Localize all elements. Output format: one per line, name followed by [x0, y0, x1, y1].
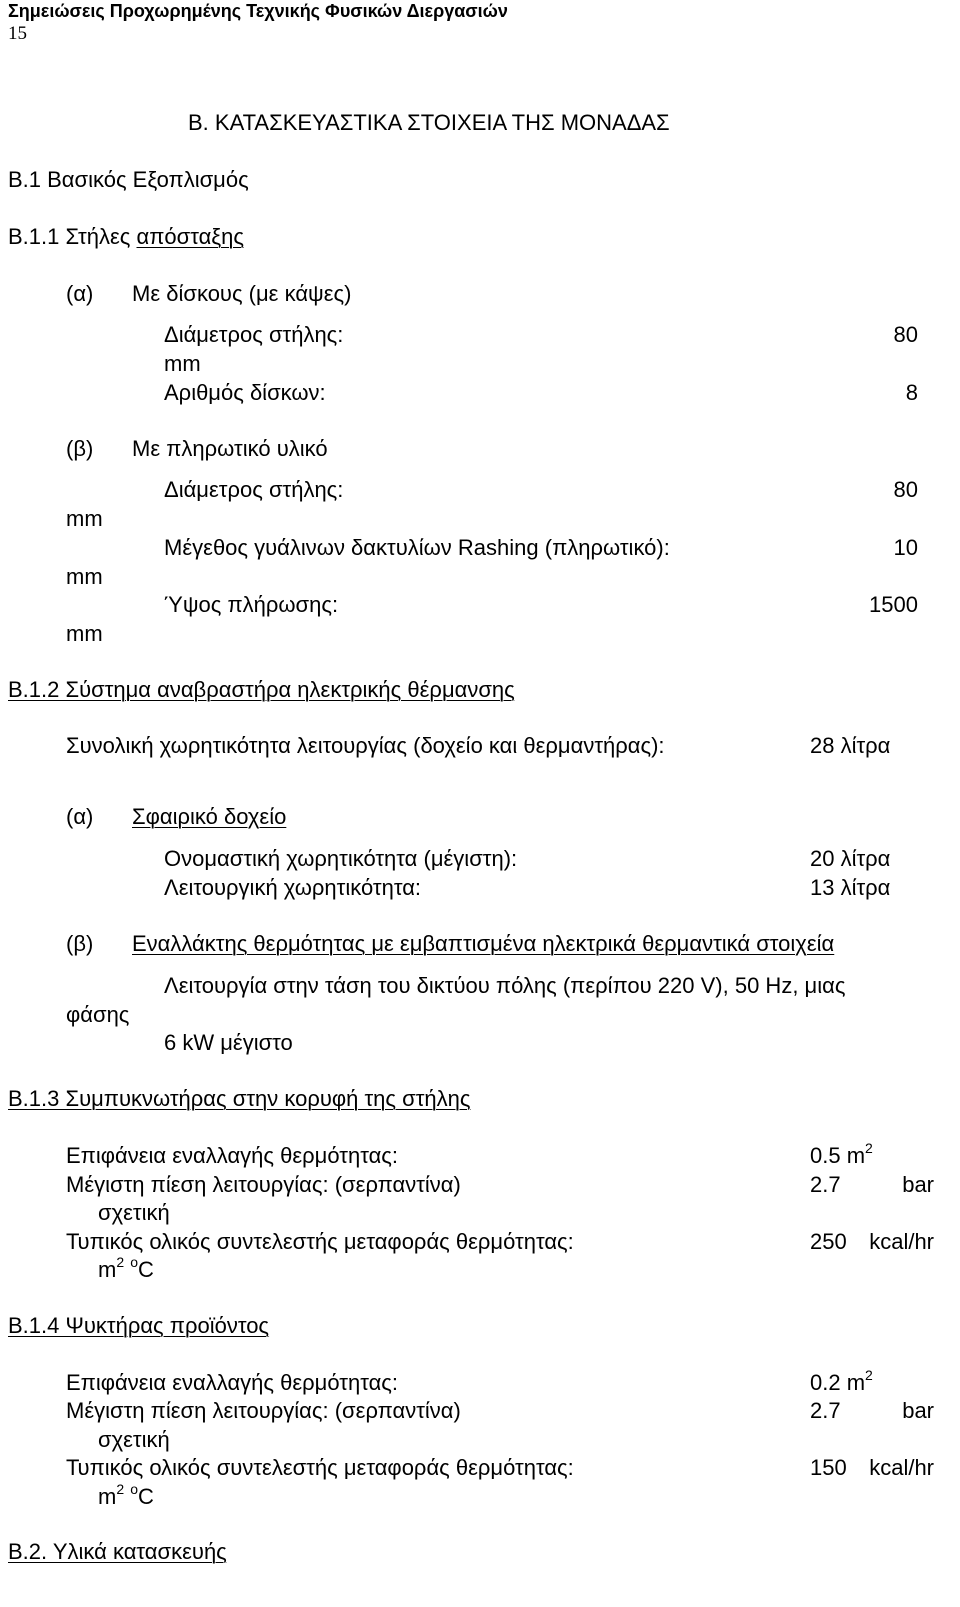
- condenser-pressure-label: Μέγιστη πίεση λειτουργίας: (σερπαντίνα): [66, 1172, 461, 1197]
- cooler-coef-value: 150: [810, 1455, 847, 1480]
- b-height-unit: mm: [66, 621, 103, 646]
- b-rings-label: Μέγεθος γυάλινων δακτυλίων Rashing (πληρωτικό):: [164, 535, 670, 560]
- reboiler-total-value: 28 λίτρα: [810, 733, 891, 758]
- cooler-coef-m: m: [98, 1484, 117, 1509]
- b-diameter-unit: mm: [66, 506, 103, 531]
- reboiler-title-b: Εναλλάκτης θερμότητας με εμβαπτισμένα ηλεκτρικά θερμαντικά στοιχεία: [132, 931, 835, 956]
- subsection-b11: [8, 226, 244, 248]
- condenser-coef-exp2: o: [130, 1254, 139, 1270]
- b-height-value: 1500: [869, 592, 918, 617]
- nominal-capacity-label: Ονομαστική χωρητικότητα (μέγιστη):: [164, 846, 518, 871]
- b-height-label: Ύψος πλήρωσης:: [164, 592, 339, 617]
- condenser-pressure-cont: σχετική: [98, 1200, 170, 1225]
- condenser-area-num: 0.5 m: [810, 1143, 866, 1168]
- subsection-b2: Β.2. Υλικά κατασκευής: [8, 1539, 227, 1564]
- cooler-pressure-unit: bar: [902, 1398, 934, 1423]
- reboiler-label-b: (β): [66, 931, 94, 956]
- running-header: Σημειώσεις Προχωρημένης Τεχνικής Φυσικών Διεργασιών: [8, 1, 508, 21]
- operating-capacity-value: 13 λίτρα: [810, 875, 891, 900]
- a-trays-label: Αριθμός δίσκων:: [164, 380, 326, 405]
- item-title-a: Με δίσκους (με κάψες): [132, 281, 352, 306]
- cooler-area-value: [810, 1367, 873, 1395]
- reboiler-label-a: (α): [66, 804, 94, 829]
- cooler-pressure-value: 2.7: [810, 1398, 841, 1423]
- condenser-area-label: Επιφάνεια εναλλαγής θερμότητας:: [66, 1143, 399, 1168]
- reboiler-total-label: Συνολική χωρητικότητα λειτουργίας (δοχείο και θερμαντήρας):: [66, 733, 665, 758]
- b-diameter-label: Διάμετρος στήλης:: [164, 477, 344, 502]
- cooler-area-exp: 2: [865, 1367, 873, 1383]
- condenser-coef-cont: [98, 1254, 154, 1282]
- condenser-coef-m: m: [98, 1257, 117, 1282]
- a-trays-value: 8: [905, 380, 918, 405]
- voltage-line: Λειτουργία στην τάση του δικτύου πόλης (περίπου 220 V), 50 Hz, μιας: [164, 973, 846, 998]
- operating-capacity-label: Λειτουργική χωρητικότητα:: [164, 875, 422, 900]
- cooler-area-label: Επιφάνεια εναλλαγής θερμότητας:: [66, 1370, 399, 1395]
- cooler-coef-cont: [98, 1481, 154, 1509]
- voltage-cont: φάσης: [66, 1002, 130, 1027]
- item-label-b: (β): [66, 436, 94, 461]
- cooler-coef-exp2: o: [130, 1481, 139, 1497]
- item-label-a: (α): [66, 281, 94, 306]
- subsection-b1: Β.1 Βασικός Εξοπλισμός: [8, 167, 249, 192]
- subsection-b12: Β.1.2 Σύστημα αναβραστήρα ηλεκτρικής θέρμανσης: [8, 677, 515, 702]
- cooler-pressure-cont: σχετική: [98, 1427, 170, 1452]
- page-number: 15: [8, 23, 27, 44]
- reboiler-title-a: Σφαιρικό δοχείο: [132, 804, 287, 829]
- heater-power: 6 kW μέγιστο: [164, 1030, 293, 1055]
- subsection-b14: Β.1.4 Ψυκτήρας προϊόντος: [8, 1313, 270, 1338]
- subsection-b11-underlined: απόσταξης: [136, 224, 244, 249]
- a-diameter-unit: mm: [164, 351, 201, 376]
- condenser-coef-unit: kcal/hr: [869, 1229, 934, 1254]
- item-title-b: Με πληρωτικό υλικό: [132, 436, 328, 461]
- nominal-capacity-value: 20 λίτρα: [810, 846, 891, 871]
- cooler-coef-c: C: [138, 1484, 154, 1509]
- condenser-area-exp: 2: [865, 1140, 873, 1156]
- b-rings-value: 10: [893, 535, 918, 560]
- condenser-area-value: [810, 1140, 873, 1168]
- cooler-pressure-label: Μέγιστη πίεση λειτουργίας: (σερπαντίνα): [66, 1398, 461, 1423]
- subsection-b13: Β.1.3 Συμπυκνωτήρας στην κορυφή της στήλης: [8, 1086, 471, 1111]
- b-rings-unit: mm: [66, 564, 103, 589]
- a-diameter-value: 80: [893, 322, 918, 347]
- condenser-coef-exp1: 2: [116, 1254, 125, 1270]
- condenser-pressure-unit: bar: [902, 1172, 934, 1197]
- condenser-pressure-value: 2.7: [810, 1172, 841, 1197]
- section-heading: Β. ΚΑΤΑΣΚΕΥΑΣΤΙΚΑ ΣΤΟΙΧΕΙΑ ΤΗΣ ΜΟΝΑΔΑΣ: [188, 110, 670, 135]
- cooler-coef-label: Τυπικός ολικός συντελεστής μεταφοράς θερμότητας:: [66, 1455, 574, 1480]
- condenser-coef-c: C: [138, 1257, 154, 1282]
- b-diameter-value: 80: [893, 477, 918, 502]
- cooler-coef-unit: kcal/hr: [869, 1455, 934, 1480]
- cooler-coef-exp1: 2: [116, 1481, 125, 1497]
- condenser-coef-value: 250: [810, 1229, 847, 1254]
- condenser-coef-label: Τυπικός ολικός συντελεστής μεταφοράς θερμότητας:: [66, 1229, 574, 1254]
- a-diameter-label: Διάμετρος στήλης:: [164, 322, 344, 347]
- cooler-area-num: 0.2 m: [810, 1370, 866, 1395]
- subsection-b11-prefix: Β.1.1 Στήλες: [8, 224, 131, 249]
